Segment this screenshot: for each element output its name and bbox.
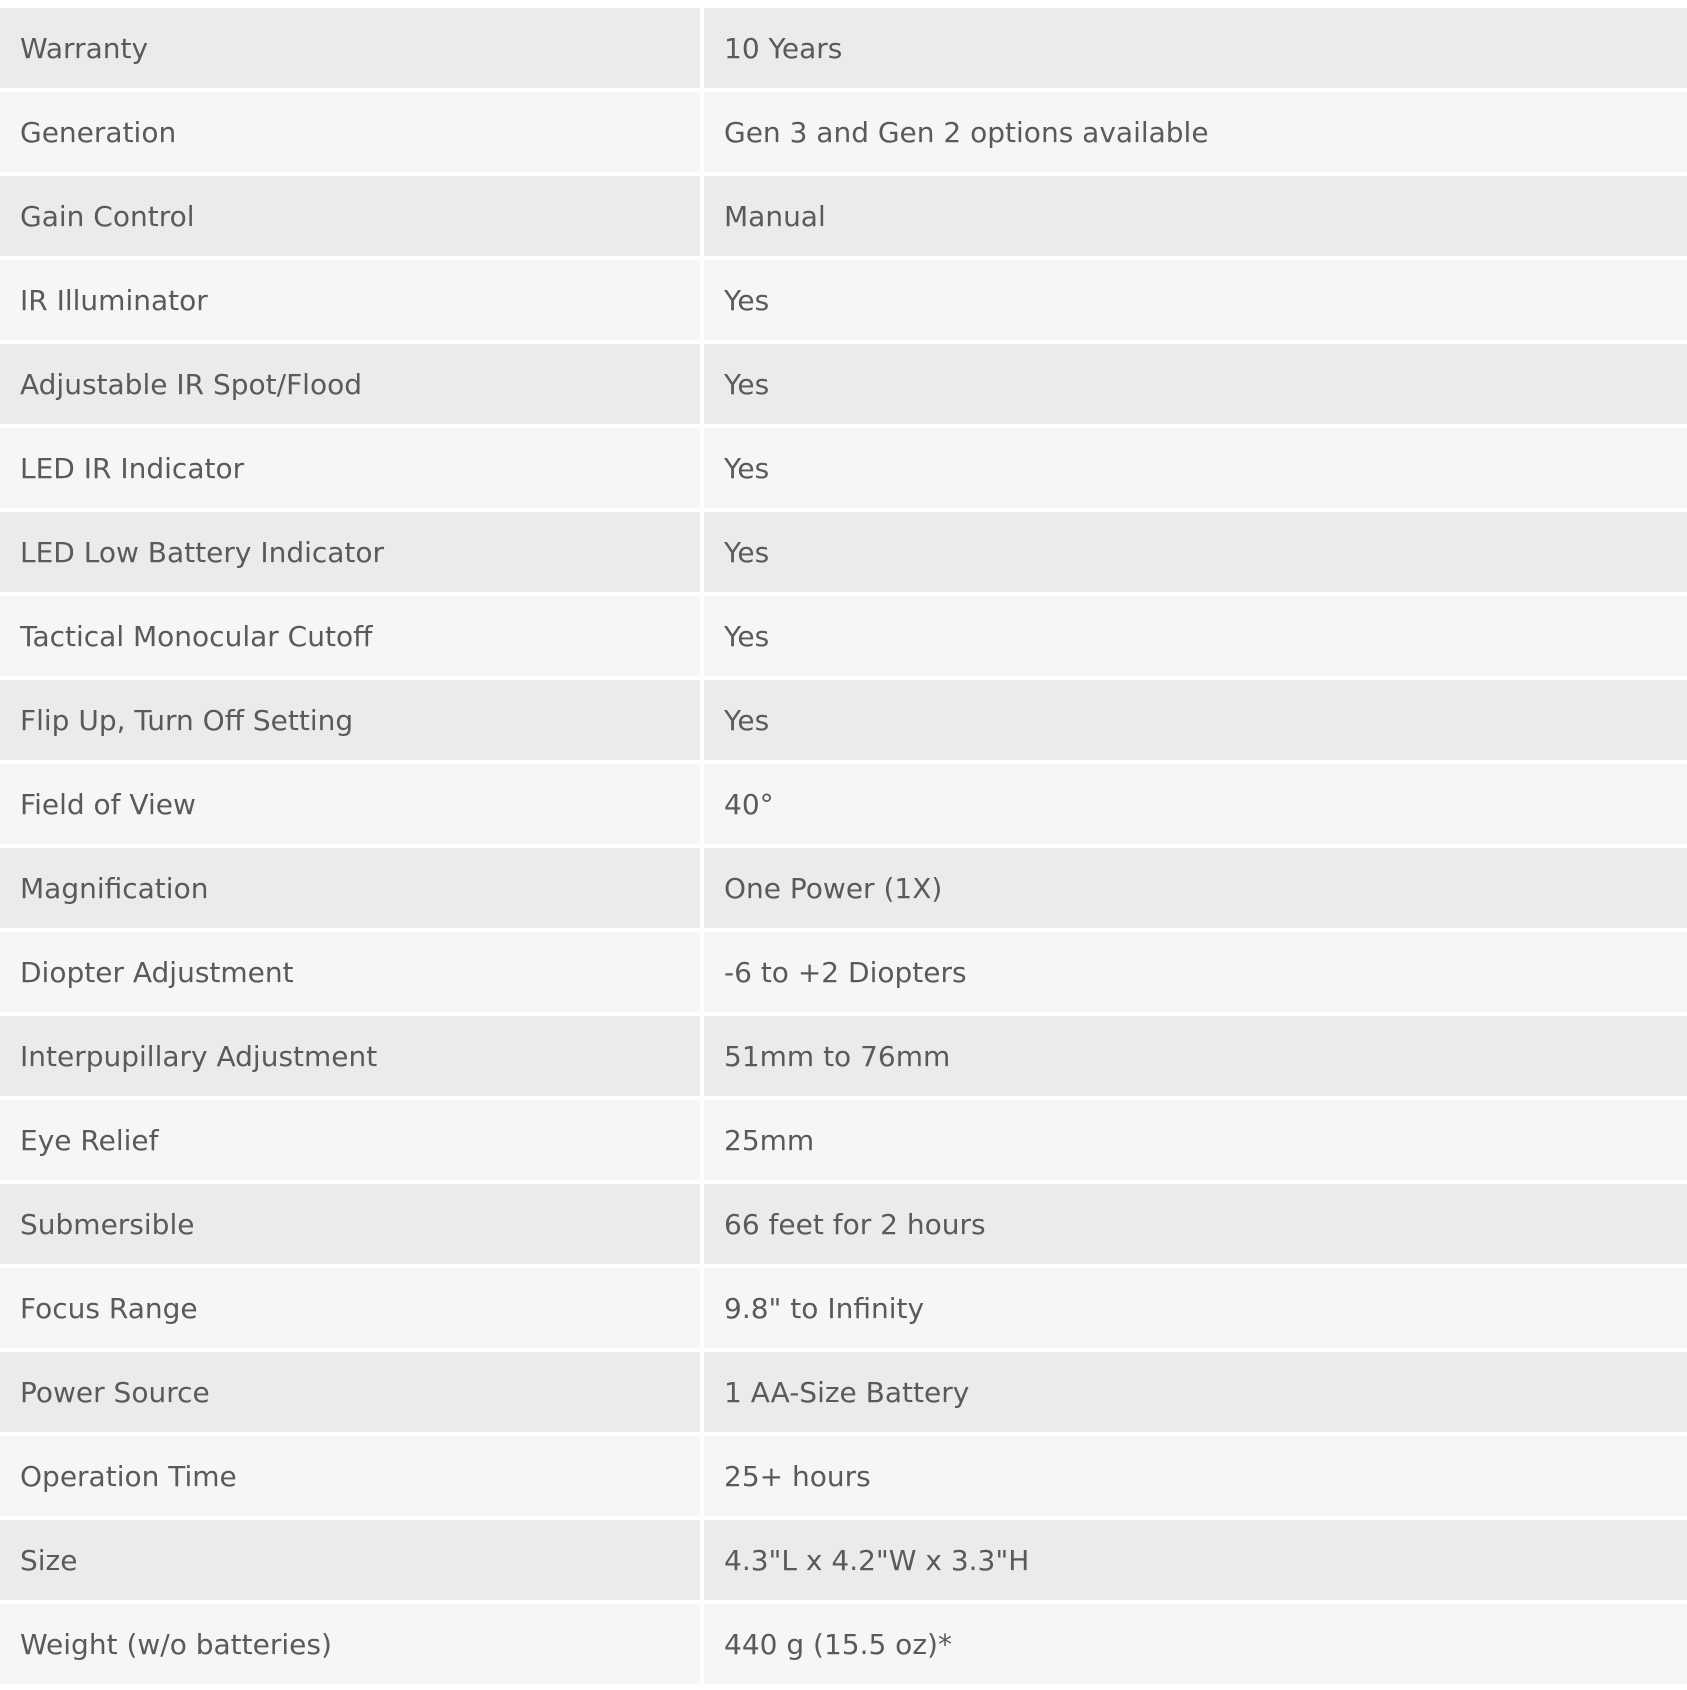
table-row — [0, 176, 1687, 260]
spec-label: Operation Time — [0, 1436, 704, 1520]
spec-label: Tactical Monocular Cutoff — [0, 596, 704, 680]
spec-value: Yes — [704, 596, 1687, 680]
table-row — [0, 848, 1687, 932]
spec-label: Adjustable IR Spot/Flood — [0, 344, 704, 428]
spec-value: Yes — [704, 344, 1687, 428]
table-row — [0, 1352, 1687, 1436]
table-row — [0, 1436, 1687, 1520]
spec-label: LED IR Indicator — [0, 428, 704, 512]
spec-label: Gain Control — [0, 176, 704, 260]
spec-value: 66 feet for 2 hours — [704, 1184, 1687, 1268]
spec-value: Yes — [704, 680, 1687, 764]
spec-label: Power Source — [0, 1352, 704, 1436]
spec-label: Focus Range — [0, 1268, 704, 1352]
spec-label: LED Low Battery Indicator — [0, 512, 704, 596]
spec-value: 51mm to 76mm — [704, 1016, 1687, 1100]
table-row — [0, 1100, 1687, 1184]
table-row — [0, 92, 1687, 176]
spec-value: 1 AA-Size Battery — [704, 1352, 1687, 1436]
spec-value: 440 g (15.5 oz)* — [704, 1604, 1687, 1688]
table-row — [0, 1520, 1687, 1604]
spec-label: Diopter Adjustment — [0, 932, 704, 1016]
spec-value: Yes — [704, 260, 1687, 344]
spec-label: Flip Up, Turn Off Setting — [0, 680, 704, 764]
spec-table — [0, 8, 1687, 1688]
spec-label: Field of View — [0, 764, 704, 848]
spec-value: 10 Years — [704, 8, 1687, 92]
table-row — [0, 8, 1687, 92]
table-row — [0, 932, 1687, 1016]
table-row — [0, 344, 1687, 428]
table-row — [0, 512, 1687, 596]
table-row — [0, 1268, 1687, 1352]
table-row — [0, 596, 1687, 680]
spec-value: One Power (1X) — [704, 848, 1687, 932]
spec-value: 40° — [704, 764, 1687, 848]
table-row — [0, 764, 1687, 848]
spec-label: Submersible — [0, 1184, 704, 1268]
spec-value: Manual — [704, 176, 1687, 260]
spec-label: Weight (w/o batteries) — [0, 1604, 704, 1688]
table-row — [0, 1016, 1687, 1100]
spec-label: Size — [0, 1520, 704, 1604]
spec-value: 25+ hours — [704, 1436, 1687, 1520]
table-row — [0, 428, 1687, 512]
spec-value: Yes — [704, 512, 1687, 596]
spec-label: Interpupillary Adjustment — [0, 1016, 704, 1100]
table-row — [0, 680, 1687, 764]
spec-value: 4.3"L x 4.2"W x 3.3"H — [704, 1520, 1687, 1604]
spec-value: Yes — [704, 428, 1687, 512]
spec-label: Generation — [0, 92, 704, 176]
spec-value: 9.8" to Infinity — [704, 1268, 1687, 1352]
spec-value: 25mm — [704, 1100, 1687, 1184]
table-row — [0, 1604, 1687, 1688]
spec-label: IR Illuminator — [0, 260, 704, 344]
spec-label: Warranty — [0, 8, 704, 92]
spec-value: Gen 3 and Gen 2 options available — [704, 92, 1687, 176]
table-row — [0, 1184, 1687, 1268]
spec-value: -6 to +2 Diopters — [704, 932, 1687, 1016]
spec-label: Eye Relief — [0, 1100, 704, 1184]
table-row — [0, 260, 1687, 344]
spec-label: Magnification — [0, 848, 704, 932]
